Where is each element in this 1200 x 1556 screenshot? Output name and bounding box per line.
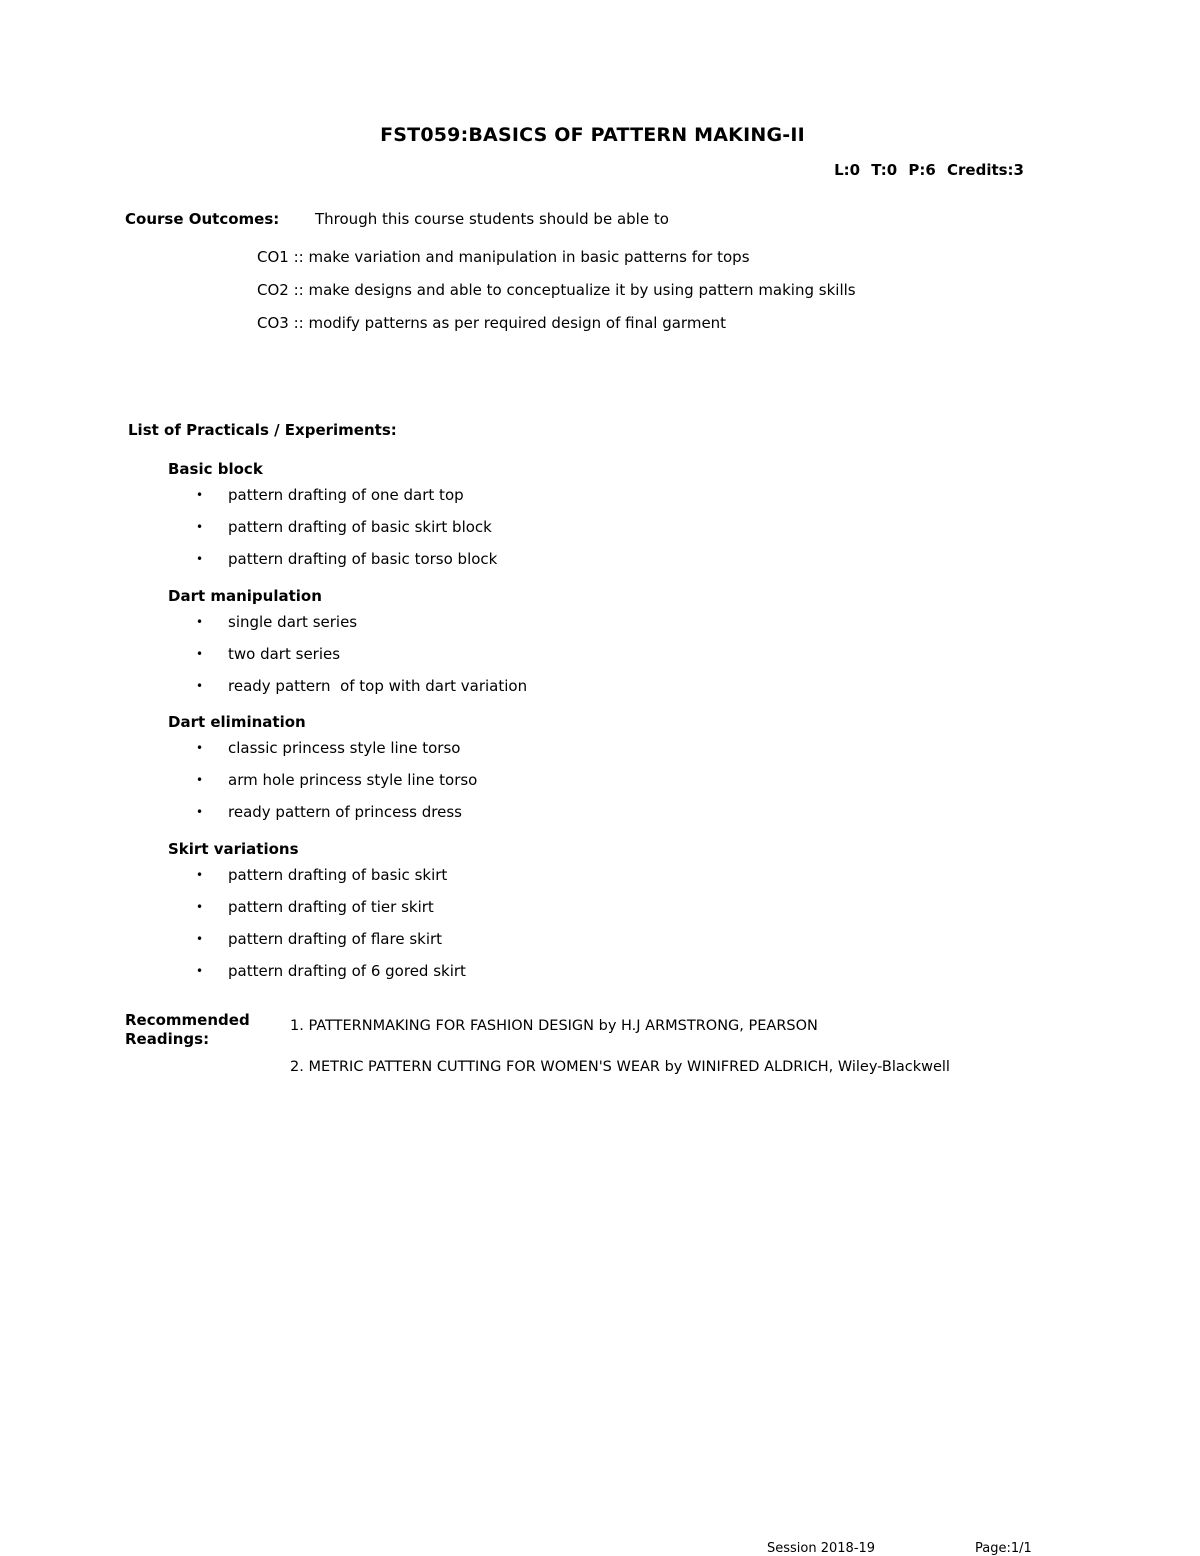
reading-item: 1. PATTERNMAKING FOR FASHION DESIGN by H.J ARMSTRONG, PEARSON <box>290 1018 818 1034</box>
course-outcomes-label: Course Outcomes: <box>125 210 280 228</box>
outcome-item: CO2 :: make designs and able to conceptualize it by using pattern making skills <box>257 281 856 299</box>
bullet-icon: • <box>196 679 204 693</box>
readings-label-line: Readings: <box>125 1030 210 1048</box>
practical-item: ready pattern of princess dress <box>228 803 462 821</box>
readings-label <box>125 1011 250 1049</box>
practical-item: pattern drafting of one dart top <box>228 486 464 504</box>
outcome-item: CO1 :: make variation and manipulation in basic patterns for tops <box>257 248 750 266</box>
footer-page-number: Page:1/1 <box>975 1541 1032 1556</box>
group-title: Dart manipulation <box>168 587 322 605</box>
practical-item: pattern drafting of tier skirt <box>228 898 434 916</box>
practicals-heading: List of Practicals / Experiments: <box>128 421 397 439</box>
practical-item: classic princess style line torso <box>228 739 461 757</box>
practical-item: pattern drafting of flare skirt <box>228 930 443 948</box>
practical-item: two dart series <box>228 645 341 663</box>
practical-item: pattern drafting of basic skirt <box>228 866 448 884</box>
course-outcomes-intro: Through this course students should be able to <box>315 210 669 228</box>
practical-item: ready pattern of top with dart variation <box>228 677 528 695</box>
bullet-icon: • <box>196 647 204 661</box>
credits-line: L:0 T:0 P:6 Credits:3 <box>834 161 1024 179</box>
practical-item: pattern drafting of basic skirt block <box>228 518 492 536</box>
reading-item: 2. METRIC PATTERN CUTTING FOR WOMEN'S WEAR by WINIFRED ALDRICH, Wiley-Blackwell <box>290 1059 950 1075</box>
practical-item: arm hole princess style line torso <box>228 771 478 789</box>
bullet-icon: • <box>196 900 204 914</box>
group-title: Dart elimination <box>168 713 306 731</box>
outcome-item: CO3 :: modify patterns as per required design of final garment <box>257 314 727 332</box>
practical-item: pattern drafting of 6 gored skirt <box>228 962 466 980</box>
group-title: Basic block <box>168 460 263 478</box>
bullet-icon: • <box>196 488 204 502</box>
bullet-icon: • <box>196 615 204 629</box>
course-title: FST059:BASICS OF PATTERN MAKING-II <box>380 124 805 146</box>
bullet-icon: • <box>196 520 204 534</box>
bullet-icon: • <box>196 964 204 978</box>
bullet-icon: • <box>196 868 204 882</box>
bullet-icon: • <box>196 773 204 787</box>
bullet-icon: • <box>196 932 204 946</box>
bullet-icon: • <box>196 741 204 755</box>
footer-session: Session 2018-19 <box>767 1541 876 1556</box>
readings-label-line: Recommended <box>125 1011 250 1029</box>
bullet-icon: • <box>196 805 204 819</box>
group-title: Skirt variations <box>168 840 299 858</box>
bullet-icon: • <box>196 552 204 566</box>
practical-item: pattern drafting of basic torso block <box>228 550 498 568</box>
practical-item: single dart series <box>228 613 358 631</box>
